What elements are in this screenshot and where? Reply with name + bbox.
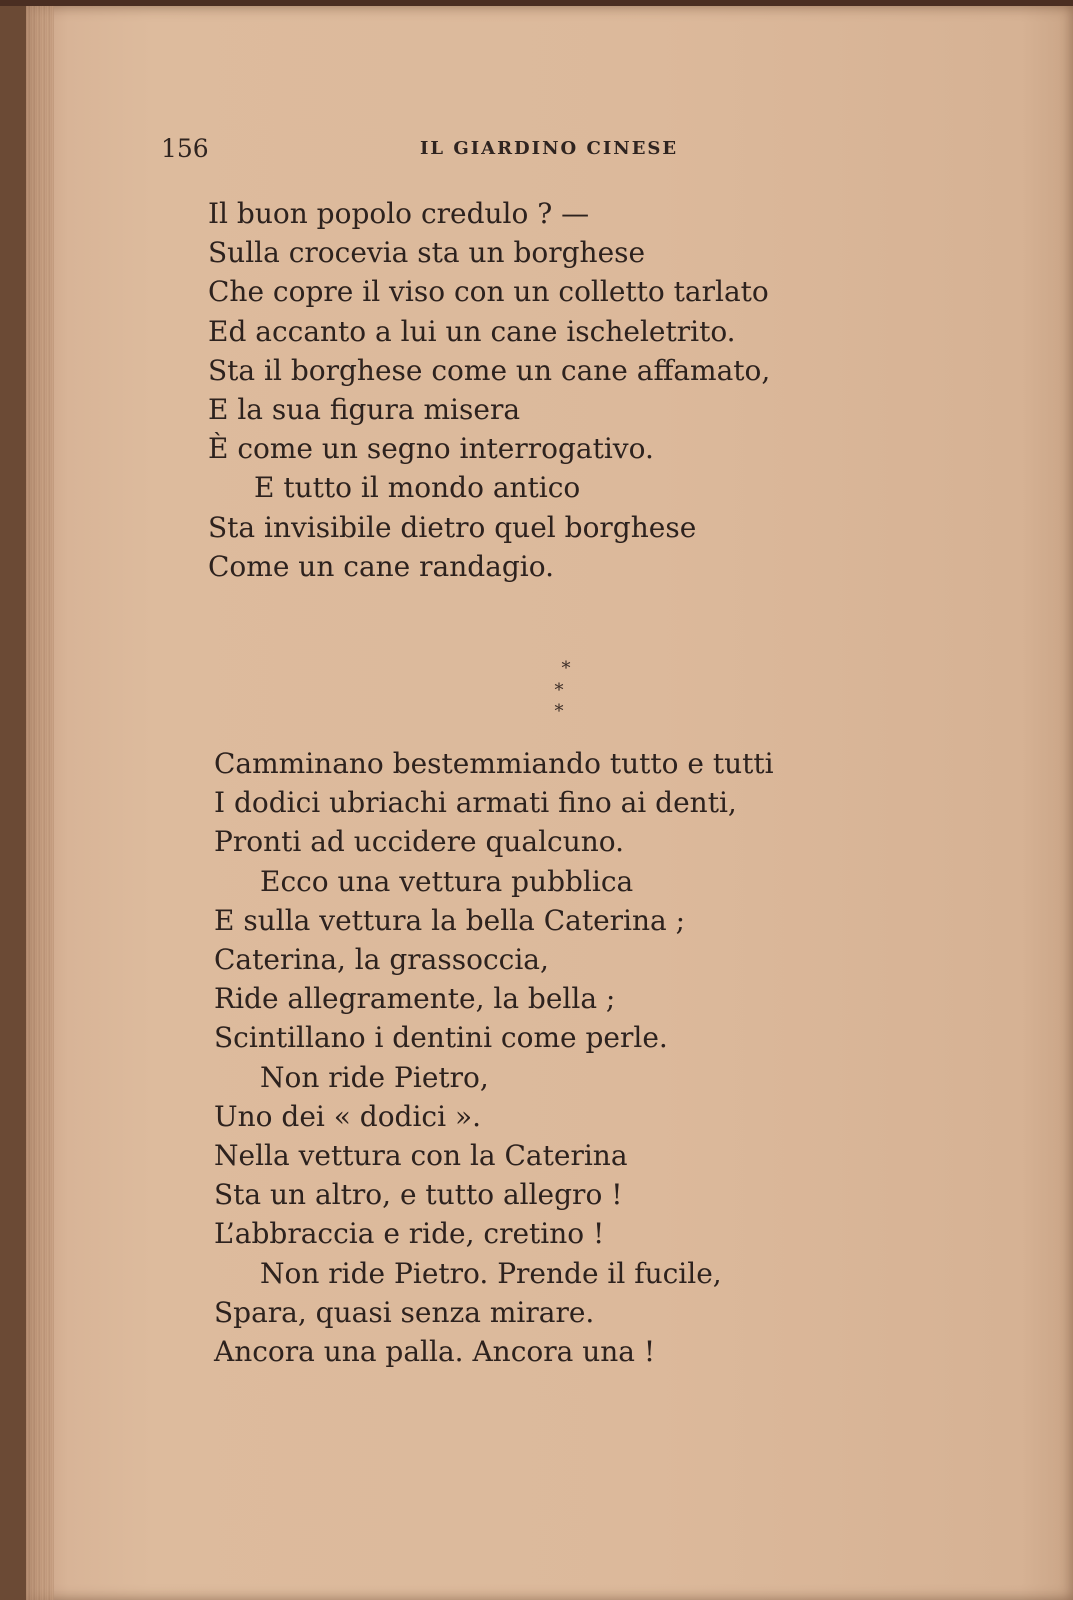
verse-line: È come un segno interrogativo. [208,432,654,466]
stanza-2 [214,744,774,1371]
verse-line: E la sua figura misera [208,393,521,427]
verse-line: Sulla crocevia sta un borghese [208,236,646,270]
verse-line: Come un cane randagio. [208,549,555,583]
verse-line: Sta invisibile dietro quel borghese [208,510,697,544]
verse-line-indented: E tutto il mondo antico [254,471,581,505]
verse-line: Scintillano i dentini come perle. [214,1021,668,1055]
verse-line-indented: Ecco una vettura pubblica [260,864,634,898]
verse-line: Ride allegramente, la bella ; [214,982,616,1016]
section-separator-top: * [561,658,571,679]
verse-line: Camminano bestemmiando tutto e tutti [214,747,774,780]
verse-line: Caterina, la grassoccia, [214,943,549,977]
running-header [0,134,1073,170]
verse-line: Uno dei « dodici ». [214,1099,481,1133]
verse-line: Nella vettura con la Caterina [214,1139,628,1173]
section-separator-bottom: * * [554,680,578,722]
stanza-1 [208,194,770,586]
verse-line: I dodici ubriachi armati fino ai denti, [214,786,737,820]
verse-line: Il buon popolo credulo ? — [208,197,590,230]
verse-line: L’abbraccia e ride, cretino ! [214,1217,605,1251]
verse-line: Ancora una palla. Ancora una ! [214,1335,656,1369]
verse-line: E sulla vettura la bella Caterina ; [214,903,686,937]
verse-line: Che copre il viso con un colletto tarlato [208,275,769,309]
page-gutter [26,6,54,1600]
verse-line: Pronti ad uccidere qualcuno. [214,825,625,859]
verse-line-indented: Non ride Pietro, [260,1060,489,1094]
verse-line: Ed accanto a lui un cane ischeletrito. [208,314,736,348]
verse-line: Sta il borghese come un cane affamato, [208,353,771,387]
verse-line-indented: Non ride Pietro. Prende il fucile, [260,1256,722,1290]
verse-line: Sta un altro, e tutto allegro ! [214,1178,623,1212]
page-number: 156 [161,134,209,163]
verse-line: Spara, quasi senza mirare. [214,1295,595,1329]
running-title: IL GIARDINO CINESE [420,138,679,159]
